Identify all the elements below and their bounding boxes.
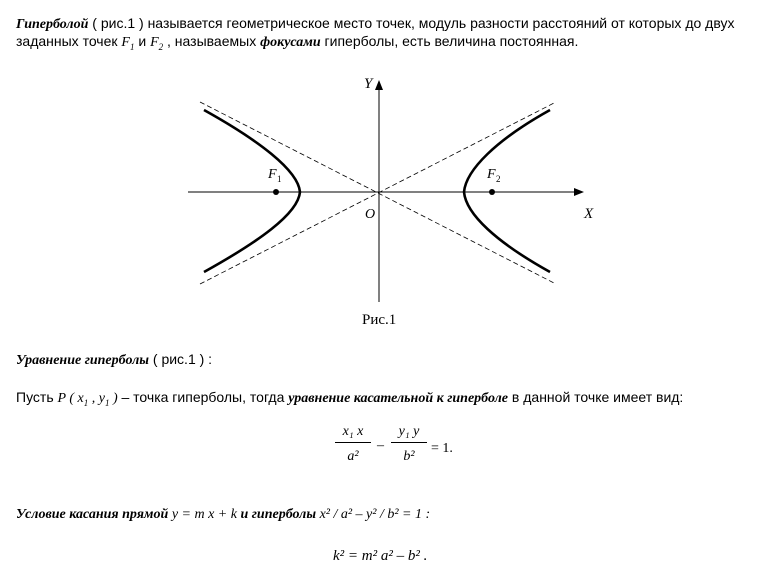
tangent-mid: – точка гиперболы, тогда [117,389,289,405]
tangent-prefix: Пусть [16,389,58,405]
fraction-1-den: a² [347,449,359,464]
f1-label: F [268,167,277,182]
f1-sub: 1 [277,174,282,184]
line-equation: y = m x + k [168,507,241,522]
hyperbola-figure [180,70,600,310]
and-word: и [134,33,151,49]
tangent-equation [335,424,475,482]
tangent-suffix: в данной точке имеет вид: [508,389,684,405]
f2-label: F [487,167,496,182]
fraction-1 [335,424,371,465]
definition-text-2b: , называемых [163,33,261,49]
term-foci: фокусами [260,35,321,50]
figure-caption: Рис.1 [362,312,397,328]
x-axis-label: X [584,206,594,222]
y-axis-arrow [375,80,383,90]
fraction-2 [391,424,427,465]
equation-title-bold: Уравнение гиперболы [16,353,149,368]
minus-sign: – [377,438,384,453]
condition-bold-1: Условие касания прямой [16,507,169,522]
focus-f1-point [273,189,279,195]
definition-text-2a: заданных точек [16,33,122,49]
definition-line-1 [16,14,734,34]
point-p: P [57,391,66,406]
definition-text-2c: гиперболы, есть величина постоянная. [320,33,579,49]
focus-f2: $F_2$ [150,35,164,52]
definition-text-1: называется геометрическое место точек, модуль разности расстояний от которых до двух [143,15,735,31]
fig-ref: ( рис.1 ) [92,15,144,31]
fraction-2-den: b² [403,449,415,464]
tangent-sentence [16,388,683,412]
fraction-2-num: y₁ y [398,424,420,439]
right-branch [464,110,550,272]
focus-f1: $F_1$ [121,35,135,52]
term-hyperbola: Гиперболой [16,17,89,32]
equation-title-ref: ( рис.1 ) : [149,351,213,367]
hyperbola-equation: x² / a² – y² / b² = 1 : [316,507,431,522]
y-axis-label: Y [364,76,373,92]
fraction-1-num: x₁ x [342,424,364,439]
f2-sub: 2 [496,174,501,184]
x-axis-arrow [574,188,584,196]
condition-bold-2: и гиперболы [240,507,317,522]
equation-title [16,350,212,370]
origin-label: O [365,207,376,222]
point-coords: ( $x_1$ , $y_1$ ) [65,391,118,408]
tangent-bold: уравнение касательной к гиперболе [288,391,509,406]
definition-line-2 [16,32,578,56]
condition-line [16,504,430,524]
focus-f2-point [489,189,495,195]
k-equation: k² = m² a² – b² . [333,548,428,564]
left-branch [204,110,300,272]
equals-one: = 1. [431,441,453,456]
